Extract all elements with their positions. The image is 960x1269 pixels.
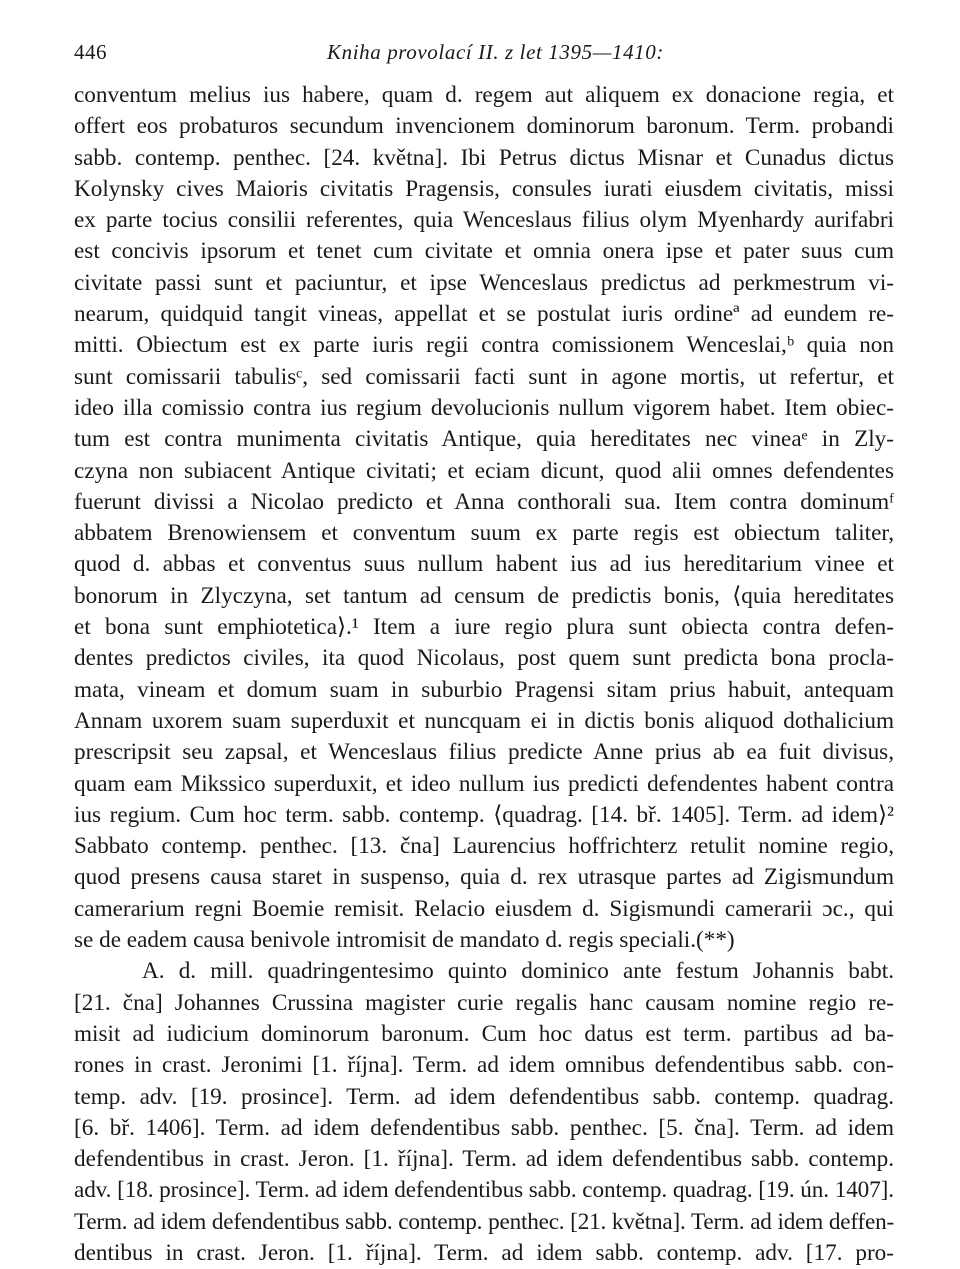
text-line: quam eam Mikssico superduxit, et ideo nullum ius predicti defendentes habent contra [74, 770, 894, 797]
page-number: 446 [74, 40, 107, 64]
body-text [74, 80, 894, 1269]
text-line: fuerunt divissi a Nicolao predicto et Anna conthorali sua. Item contra dominumᶠ [74, 488, 894, 515]
text-line: prescripsit seu zapsal, et Wenceslaus filius predicte Anne prius ab ea fuit divisus, [74, 739, 894, 766]
text-line: dentes predictos civiles, ita quod Nicolaus, post quem sunt predicta bona procla- [74, 645, 894, 672]
text-line: nearum, quidquid tangit vineas, appellat et se postulat iuris ordineª ad eundem re- [74, 301, 894, 328]
text-line: mitti. Obiectum est ex parte iuris regii contra comissionem Wenceslai,ᵇ quia non [74, 332, 894, 359]
text-line: camerarium regni Boemie remisit. Relacio eiusdem d. Sigismundi camerarii ɔc., qui [74, 895, 894, 922]
text-line: et bona sunt emphiotetica⟩.¹ Item a iure regio plura sunt obiecta contra defen- [74, 614, 894, 641]
text-line: rones in crast. Jeronimi [1. října]. Term. ad idem omnibus defendentibus sabb. con- [74, 1052, 894, 1079]
text-line: tum est contra munimenta civitatis Antique, quia hereditates nec vineaᵉ in Zly- [74, 426, 894, 453]
text-line: dentibus in crast. Jeron. [1. října]. Term. ad idem sabb. contemp. adv. [17. pro- [74, 1239, 894, 1266]
text-line: [6. bř. 1406]. Term. ad idem defendentibus sabb. penthec. [5. čna]. Term. ad idem [74, 1114, 894, 1141]
text-line: conventum melius ius habere, quam d. regem aut aliquem ex donacione regia, et [74, 82, 894, 108]
text-line: est concivis ipsorum et tenet cum civitate et omnia onera ipse et pater suus cum [74, 238, 894, 265]
text-line: czyna non subiacent Antique civitati; et eciam dicunt, quod alii omnes defendentes [74, 457, 894, 484]
document-page [74, 36, 894, 1269]
text-line: abbatem Brenowiensem et conventum suum ex parte regis est obiectum taliter, [74, 520, 894, 547]
text-line: A. d. mill. quadringentesimo quinto dominico ante festum Johannis babt. [142, 958, 894, 985]
text-line: ideo illa comissio contra ius regium devolucionis nullum vigorem habet. Item obiec- [74, 394, 894, 421]
text-line: se de eadem causa benivole intromisit de mandato d. regis speciali.(**) [74, 927, 735, 954]
text-line: temp. adv. [19. prosince]. Term. ad idem defendentibus sabb. contemp. quadrag. [74, 1083, 894, 1110]
running-head: Kniha provolací II. z let 1395—1410: [327, 40, 664, 64]
text-line: Sabbato contemp. penthec. [13. čna] Laurencius hoffrichterz retulit nomine regio, [74, 833, 894, 860]
text-line: mata, vineam et domum suam in suburbio Pragensi sitam prius habuit, antequam [74, 676, 894, 703]
text-line: Annam uxorem suam superduxit et nuncquam ei in dictis bonis aliquod dothalicium [74, 707, 894, 734]
text-line: Kolynsky cives Maioris civitatis Pragensis, consules iurati eiusdem civitatis, missi [74, 175, 894, 202]
text-line: [21. čna] Johannes Crussina magister curie regalis hanc causam nomine regio re- [74, 989, 894, 1016]
text-line: defendentibus in crast. Jeron. [1. října]. Term. ad idem defendentibus sabb. contemp. [74, 1146, 894, 1173]
text-line: ius regium. Cum hoc term. sabb. contemp. ⟨quadrag. [14. bř. 1405]. Term. ad idem⟩² [74, 801, 894, 828]
text-line: sabb. contemp. penthec. [24. května]. Ibi Petrus dictus Misnar et Cunadus dictus [74, 144, 894, 171]
text-line: ex parte tocius consilii referentes, quia Wenceslaus filius olym Myenhardy aurifabri [74, 207, 894, 234]
text-line: Term. ad idem defendentibus sabb. contemp. penthec. [21. května]. Term. ad idem deffen- [74, 1208, 894, 1235]
text-line: sunt comissarii tabulisᶜ, sed comissarii facti sunt in agone mortis, ut refertur, et [74, 363, 894, 390]
text-line: adv. [18. prosince]. Term. ad idem defendentibus sabb. contemp. quadrag. [19. ún. 1407]. [74, 1177, 894, 1204]
text-line: bonorum in Zlyczyna, set tantum ad censum de predictis bonis, ⟨quia hereditates [74, 582, 894, 609]
text-line: civitate passi sunt et paciuntur, et ipse Wenceslaus predictus ad perkmestrum vi- [74, 269, 894, 296]
text-line: offert eos probaturos secundum invencionem dominorum baronum. Term. probandi [74, 113, 894, 140]
text-line: quod presens causa staret in suspenso, quia d. rex utrasque partes ad Zigismundum [74, 864, 894, 891]
text-line: quod d. abbas et conventus suus nullum habent ius ad ius hereditarium vinee et [74, 551, 894, 578]
page-header [74, 36, 894, 80]
text-line: misit ad iudicium dominorum baronum. Cum hoc datus est term. partibus ad ba- [74, 1020, 894, 1047]
